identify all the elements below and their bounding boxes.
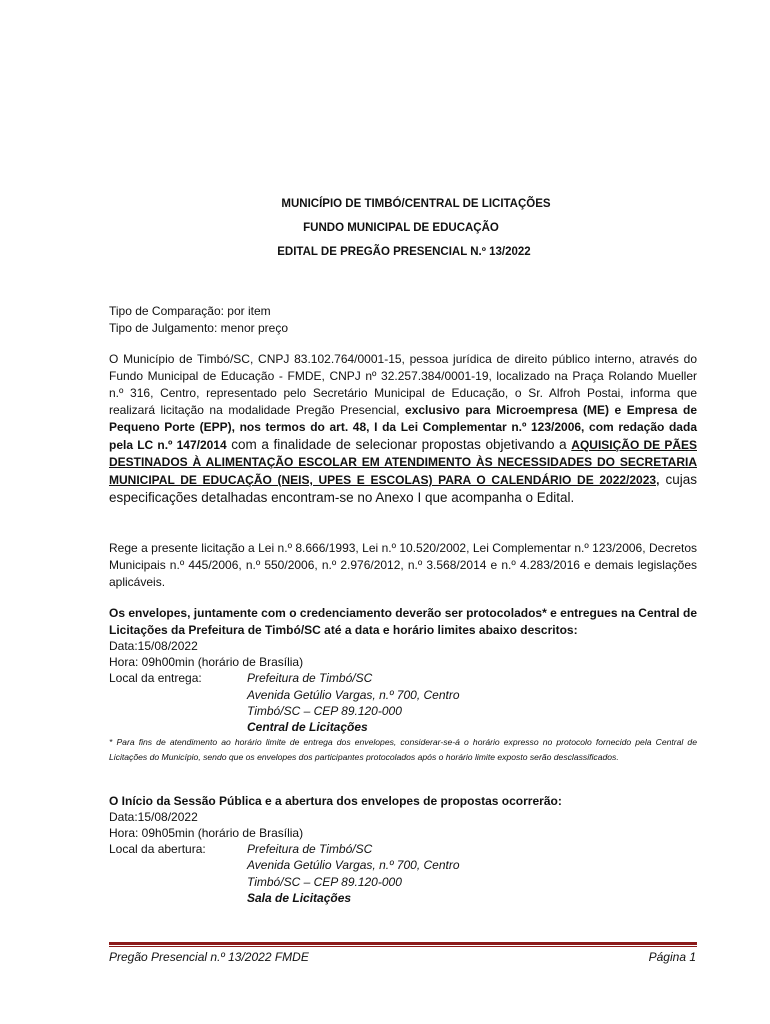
footer-page-number: Página 1	[648, 950, 696, 964]
envelopes-heading: Os envelopes, juntamente com o credenciamento deverão ser protocolados* e entregues na Central de Licitações da Prefeitura de Timbó/SC até a data e horário limites abaixo descritos:	[109, 606, 697, 637]
intro-bold-exclusivo: exclusivo para Microempresa (ME) e Empresa de Pequeno Porte (EPP), nos termos do art. 48, I da Lei Complementar n.º 123/2006, com redação dada pela LC n.º 147/2014	[109, 403, 697, 452]
footer-rule-thin	[109, 946, 697, 947]
envelopes-addr-4: Central de Licitações	[247, 720, 368, 734]
intro-text-3: cujas especificações detalhadas encontram-se no Anexo I que acompanha o Edital.	[109, 472, 697, 505]
sessao-addr-2: Avenida Getúlio Vargas, n.º 700, Centro	[247, 858, 460, 872]
header-edital: EDITAL DE PREGÃO PRESENCIAL N.º 13/2022	[277, 246, 531, 258]
intro-objeto: AQUISIÇÃO DE PÃES DESTINADOS À ALIMENTAÇÃO ESCOLAR EM ATENDIMENTO ÀS NECESSIDADES DO SECRETARIA MUNICIPAL DE EDUCAÇÃO (NEIS, UPES E ESCOLAS) PARA O CALENDÁRIO DE 2022/2023,	[109, 438, 697, 487]
tipo-julgamento: Tipo de Julgamento: menor preço	[109, 321, 288, 335]
tipo-comparacao: Tipo de Comparação: por item	[109, 304, 271, 318]
footer-document-id: Pregão Presencial n.º 13/2022 FMDE	[109, 950, 309, 964]
footer-rule	[109, 942, 697, 945]
sessao-local-label: Local da abertura:	[109, 842, 206, 856]
envelopes-addr-3: Timbó/SC – CEP 89.120-000	[247, 704, 402, 718]
envelopes-footnote: * Para fins de atendimento ao horário limite de entrega dos envelopes, considerar-se-á o horário expresso no protocolo fornecido pela Central de Licitações do Município, sendo que os envelopes dos participantes protocolados após o horário limite exposto serão desclassificados.	[109, 737, 697, 762]
intro-paragraph	[109, 351, 697, 507]
header-fundo: FUNDO MUNICIPAL DE EDUCAÇÃO	[303, 222, 499, 234]
header-municipio: MUNICÍPIO DE TIMBÓ/CENTRAL DE LICITAÇÕES	[281, 198, 551, 210]
rege-paragraph: Rege a presente licitação a Lei n.º 8.666/1993, Lei n.º 10.520/2002, Lei Complementar n.º 123/2006, Decretos Municipais n.º 445/2006, n.º 550/2006, n.º 2.976/2012, n.º 3.568/2014 e n.º 4.283/2016 e demais legislações aplicáveis.	[109, 541, 697, 589]
sessao-hora: Hora: 09h05min (horário de Brasília)	[109, 826, 304, 840]
sessao-heading: O Início da Sessão Pública e a abertura dos envelopes de propostas ocorrerão:	[109, 794, 562, 808]
intro-text-2: com a finalidade de selecionar propostas objetivando a	[226, 437, 572, 452]
envelopes-data: Data:15/08/2022	[109, 639, 198, 653]
envelopes-hora: Hora: 09h00min (horário de Brasília)	[109, 655, 304, 669]
envelopes-addr-2: Avenida Getúlio Vargas, n.º 700, Centro	[247, 688, 460, 702]
envelopes-addr-1: Prefeitura de Timbó/SC	[247, 671, 373, 685]
sessao-addr-1: Prefeitura de Timbó/SC	[247, 842, 373, 856]
sessao-data: Data:15/08/2022	[109, 810, 198, 824]
sessao-addr-3: Timbó/SC – CEP 89.120-000	[247, 875, 402, 889]
envelopes-local-label: Local da entrega:	[109, 671, 202, 685]
intro-text-1: O Município de Timbó/SC, CNPJ 83.102.764/0001-15, pessoa jurídica de direito público interno, através do Fundo Municipal de Educação - FMDE, CNPJ nº 32.257.384/0001-19, localizado na Praça Rolando Mueller n.º 316, Centro, representado pelo Secretário Municipal de Educação, o Sr. Alfroh Postai, informa que realizará licitação na modalidade Pregão Presencial,	[109, 352, 697, 417]
sessao-addr-4: Sala de Licitações	[247, 891, 352, 905]
